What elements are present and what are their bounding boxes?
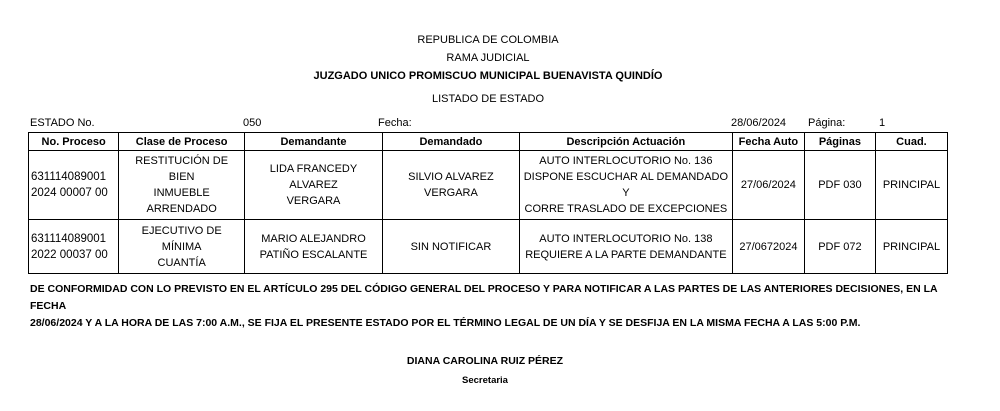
cell-proceso <box>29 220 119 274</box>
clase-text-line: CUANTÍA <box>157 256 206 269</box>
signature-role: Secretaria <box>462 375 508 386</box>
col-header-proceso: No. Proceso <box>29 133 119 151</box>
proceso-radicado: 2024 00007 00 <box>31 187 108 199</box>
descripcion-text-line: CORRE TRASLADO DE EXCEPCIONES <box>524 203 728 215</box>
cell-cuad: PRINCIPAL <box>875 220 947 274</box>
col-header-demandado: Demandado <box>382 133 519 151</box>
demandante-text-line: LIDA FRANCEDY ALVAREZ <box>269 163 358 191</box>
col-header-demandante: Demandante <box>245 133 383 151</box>
col-header-descripcion: Descripción Actuación <box>519 133 732 151</box>
table-header-row <box>29 133 948 151</box>
demandante-text-line: PATIÑO ESCALANTE <box>259 248 368 261</box>
descripcion-text-line: AUTO INTERLOCUTORIO No. 136 <box>539 155 713 167</box>
cell-proceso <box>29 151 119 220</box>
header-court: JUZGADO UNICO PROMISCUO MUNICIPAL BUENAVISTA QUINDÍO <box>313 70 663 82</box>
cell-paginas: PDF 072 <box>804 220 875 274</box>
clase-text-line: INMUEBLE <box>153 187 210 199</box>
estado-label: ESTADO No. <box>30 117 95 129</box>
header-listing-title: LISTADO DE ESTADO <box>431 93 545 105</box>
cell-descripcion <box>519 220 732 274</box>
col-header-fecha-auto: Fecha Auto <box>732 133 804 151</box>
cell-descripcion <box>519 151 732 220</box>
clase-text-line: RESTITUCIÓN DE BIEN <box>135 155 229 183</box>
descripcion-text-line: REQUIERE A LA PARTE DEMANDANTE <box>525 248 727 261</box>
demandante-text-line: VERGARA <box>286 195 341 207</box>
col-header-paginas: Páginas <box>804 133 875 151</box>
fecha-value: 28/06/2024 <box>731 117 787 129</box>
descripcion-text-line: AUTO INTERLOCUTORIO No. 138 <box>539 232 713 245</box>
cell-clase <box>119 151 245 220</box>
cell-cuad: PRINCIPAL <box>875 151 947 220</box>
cell-demandado: SILVIO ALVAREZ VERGARA <box>382 151 519 220</box>
proceso-number: 631114089001 <box>31 232 107 245</box>
table-row <box>29 151 948 220</box>
demandante-text-line: MARIO ALEJANDRO <box>261 232 366 245</box>
legal-notice-line: 28/06/2024 Y A LA HORA DE LAS 7:00 A.M., SE FIJA EL PRESENTE ESTADO POR EL TÉRMINO LEGAL DE UN DÍA Y SE DESFIJA EN LA MISMA FECHA A LAS 5:00 P.M. <box>30 317 861 329</box>
estado-number: 050 <box>243 117 262 129</box>
clase-text-line: EJECUTIVO DE MÍNIMA <box>141 224 222 253</box>
fecha-label: Fecha: <box>378 117 412 129</box>
clase-text-line: ARRENDADO <box>146 203 217 215</box>
cell-fecha-auto: 27/06/2024 <box>732 151 804 220</box>
proceso-number: 631114089001 <box>31 171 107 183</box>
col-header-clase: Clase de Proceso <box>119 133 245 151</box>
pagina-label: Página: <box>808 117 846 129</box>
header-country: REPUBLICA DE COLOMBIA <box>417 34 559 46</box>
legal-notice-line: DE CONFORMIDAD CON LO PREVISTO EN EL ARTÍCULO 295 DEL CÓDIGO GENERAL DEL PROCESO Y PARA NOTIFICAR A LAS PARTES DE LAS ANTERIORES DECISIONES, EN LA FECHA <box>30 283 938 312</box>
header-branch: RAMA JUDICIAL <box>446 52 530 64</box>
cell-demandante <box>245 151 383 220</box>
signature-name: DIANA CAROLINA RUIZ PÉREZ <box>406 355 564 367</box>
proceso-radicado: 2022 00037 00 <box>31 248 108 261</box>
col-header-cuad: Cuad. <box>875 133 947 151</box>
cell-clase <box>119 220 245 274</box>
cell-paginas: PDF 030 <box>804 151 875 220</box>
cell-fecha-auto: 27/0672024 <box>732 220 804 274</box>
pagina-value: 1 <box>879 117 886 129</box>
table-row <box>29 220 948 274</box>
descripcion-text-line: DISPONE ESCUCHAR AL DEMANDADO Y <box>523 171 729 199</box>
estado-table <box>28 132 948 274</box>
legal-notice <box>30 281 950 332</box>
cell-demandante <box>245 220 383 274</box>
cell-demandado: SIN NOTIFICAR <box>382 220 519 274</box>
